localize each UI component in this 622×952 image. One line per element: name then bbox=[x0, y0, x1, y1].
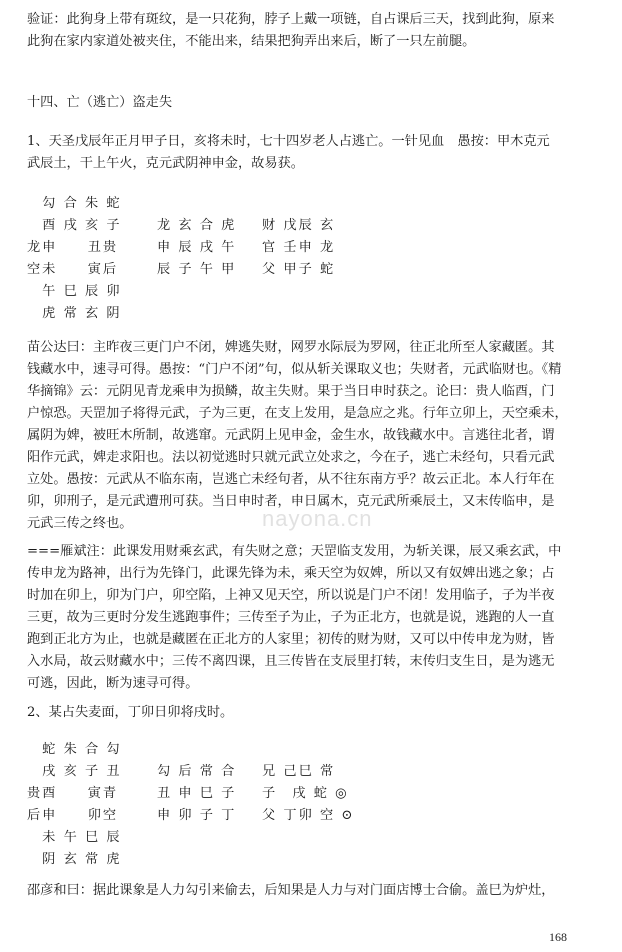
text-line: 卯，卯刑子，是元武遭刑可获。当日申时者，申日属木，克元武所乘辰土，又末传临申，是 bbox=[27, 494, 555, 509]
text-line: 邵彦和曰：据此课象是人力勾引来偷去，后知果是人力与对门面店博士合偷。盖巳为炉灶， bbox=[27, 883, 555, 898]
pan-cell-chuan: 父 甲子 蛇 bbox=[262, 262, 336, 277]
pan-cell-chuan: 兄 己巳 常 bbox=[262, 764, 336, 779]
pan-cell-ke: 申 辰 戌 午 bbox=[157, 240, 237, 255]
pan-cell-ke: 辰 子 午 甲 bbox=[157, 262, 237, 277]
pan-cell-chuan: 父 丁卯 空 ⊙ bbox=[262, 808, 355, 823]
shao-commentary-paragraph bbox=[27, 880, 593, 902]
text-line: 武辰土，干上午火，克元武阴神申金，故易获。 bbox=[27, 156, 304, 171]
pan-cell-sky: 虎 常 玄 阴 bbox=[27, 306, 122, 321]
text-line: 钱藏水中，速寻可得。愚按：“门户不闭”句，似从斩关课取义也；失财者，元武临财也。《精 bbox=[27, 362, 562, 377]
pan-cell-sky: 蛇 朱 合 勾 bbox=[27, 742, 122, 757]
pan-cell-sky: 午 巳 辰 卯 bbox=[27, 284, 122, 299]
text-line: 阳作元武，婢走求阳也。法以初觉逃时只就元武立处求之，今在子，逃亡未经句，只看元武 bbox=[27, 450, 555, 465]
text-line: 2、某占失麦面，丁卯日卯将戌时。 bbox=[27, 705, 234, 720]
text-line: 验证：此狗身上带有斑纹，是一只花狗，脖子上戴一项链，自占课后三天，找到此狗，原来 bbox=[27, 12, 555, 27]
text-line: 此狗在家内家道处被夹住，不能出来，结果把狗弄出来后，断了一只左前腿。 bbox=[27, 34, 476, 49]
pan-cell-sky: 酉 戌 亥 子 bbox=[27, 218, 122, 233]
pan-cell-sky: 未 午 巳 辰 bbox=[27, 830, 122, 845]
case2-intro-paragraph bbox=[27, 702, 593, 724]
pan-cell-sky: 阴 玄 常 虎 bbox=[27, 852, 122, 867]
section-heading: 十四、亡（逃亡）盗走失 bbox=[27, 95, 173, 110]
text-line: 立处。愚按：元武从不临东南，岂逃亡未经句者，从不往东南方乎？故云正北。本人行年在 bbox=[27, 472, 555, 487]
text-line: 属阴为婢，被旺木所制，故逃窜。元武阴上见申金，金生水，故钱藏水中。言逃往北者，谓 bbox=[27, 428, 555, 443]
text-line: 可逃，因此，断为速寻可得。 bbox=[27, 676, 199, 691]
pan-cell-chuan: 子 戌 蛇 ◎ bbox=[262, 786, 349, 801]
pan-cell-sky: 勾 合 朱 蛇 bbox=[27, 196, 122, 211]
watermark: nayona.cn bbox=[262, 506, 373, 531]
pan-cell-ke: 勾 后 常 合 bbox=[157, 764, 237, 779]
pan-cell-sky: 贵酉 寅青 bbox=[27, 786, 119, 801]
verification-paragraph bbox=[27, 9, 593, 53]
pan-cell-ke: 龙 玄 合 虎 bbox=[157, 218, 237, 233]
pan-cell-ke: 申 卯 子 丁 bbox=[157, 808, 237, 823]
text-line: 跑到正北方为止，也就是藏匿在正北方的人家里；初传的财为财，又可以中传申龙为财，皆 bbox=[27, 632, 555, 647]
pan-cell-sky: 空未 寅后 bbox=[27, 262, 119, 277]
text-line: 三更，故为三更时分发生逃跑事件；三传至子为止，子为正北方，也就是说，逃跑的人一直 bbox=[27, 610, 555, 625]
text-line: 1、天圣戊辰年正月甲子日，亥将未时，七十四岁老人占逃亡。一针见血 愚按：甲木克元 bbox=[27, 134, 550, 149]
pan-cell-sky: 龙申 丑贵 bbox=[27, 240, 119, 255]
case1-intro-paragraph bbox=[27, 131, 593, 175]
text-line: ===雁斌注：此课发用财乘玄武，有失财之意；天罡临支发用，为斩关课，辰又乘玄武，中 bbox=[27, 544, 562, 559]
yanbin-note-paragraph bbox=[27, 541, 593, 695]
pan-cell-chuan: 官 壬申 龙 bbox=[262, 240, 336, 255]
pan-cell-sky: 后申 卯空 bbox=[27, 808, 119, 823]
page-number: 168 bbox=[549, 930, 567, 944]
text-line: 华摘锦》云：元阴见青龙乘申为损鳞，故主失财。果于当日申时获之。论曰：贵人临酉，门 bbox=[27, 384, 555, 399]
text-line: 苗公达曰：主昨夜三更门户不闭，婢逃失财，网罗水际辰为罗网，往正北所至人家藏匿。其 bbox=[27, 340, 555, 355]
pan-cell-ke: 丑 申 巳 子 bbox=[157, 786, 237, 801]
pan-cell-chuan: 财 戊辰 玄 bbox=[262, 218, 336, 233]
text-line: 户惊恐。天罡加子将得元武，子为三更，在支上发用，是急应之兆。行年立卯上，天空乘未， bbox=[27, 406, 568, 421]
text-line: 传申龙为路神，出行为先锋门，此课先锋为未，乘天空为奴婢，所以又有奴婢出逃之象；占 bbox=[27, 566, 555, 581]
text-line: 元武三传之终也。 bbox=[27, 516, 133, 531]
text-line: 入水局，故云财藏水中；三传不离四课，且三传皆在支辰里打转，末传归支生日，是为逃无 bbox=[27, 654, 555, 669]
pan-cell-sky: 戌 亥 子 丑 bbox=[27, 764, 122, 779]
text-line: 时加在卯上，卯为门户，卯空陷，上神又见天空，所以说是门户不闭！发用临子，子为半夜 bbox=[27, 588, 555, 603]
